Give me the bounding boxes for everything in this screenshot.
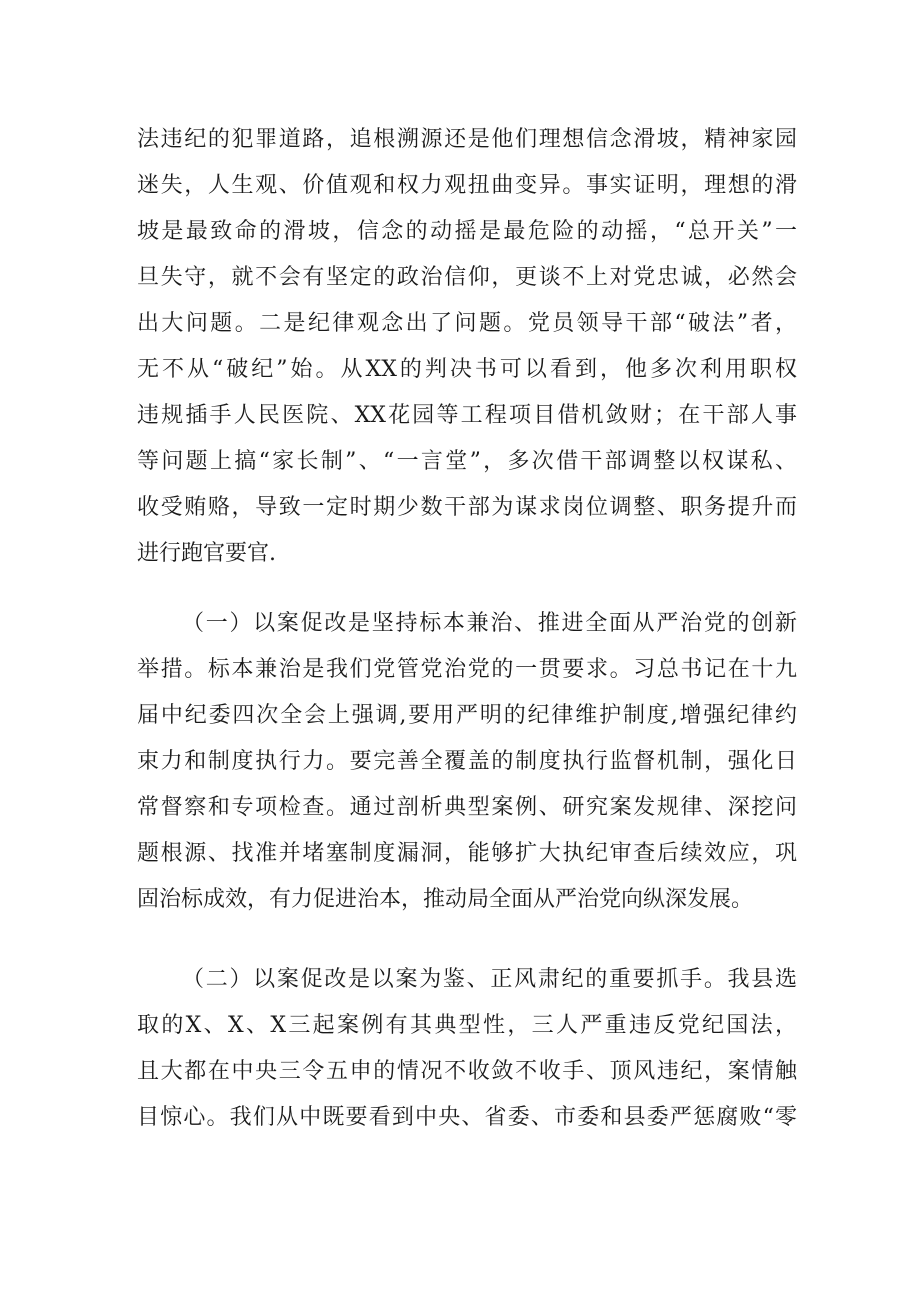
paragraph-1-line-7: 违规插手人民医院、XX花园等工程项目借机敛财；在干部人事 [137, 403, 797, 428]
paragraph-2-line-6: 题根源、找准并堵塞制度漏洞，能够扩大执纪审查后续效应，巩 [137, 841, 797, 866]
paragraph-2-line-1: （一）以案促改是坚持标本兼治、推进全面从严治党的创新 [182, 611, 797, 636]
paragraph-1-line-9: 收受贿赂，导致一定时期少数干部为谋求岗位调整、职务提升而 [137, 495, 797, 520]
paragraph-1-line-2: 迷失，人生观、价值观和权力观扭曲变异。事实证明，理想的滑 [137, 173, 797, 198]
paragraph-3-line-4: 目惊心。我们从中既要看到中央、省委、市委和县委严惩腐败“零 [137, 1105, 797, 1130]
paragraph-3-line-2: 取的X、X、X三起案例有其典型性，三人严重违反党纪国法， [137, 1013, 797, 1038]
paragraph-3-line-1: （二）以案促改是以案为鉴、正风肃纪的重要抓手。我县选 [182, 967, 797, 992]
paragraph-2-line-3: 届中纪委四次全会上强调,要用严明的纪律维护制度,增强纪律约 [137, 703, 797, 728]
paragraph-1-line-3: 坡是最致命的滑坡，信念的动摇是最危险的动摇，“总开关”一 [137, 219, 797, 244]
paragraph-1-line-1: 法违纪的犯罪道路，追根溯源还是他们理想信念滑坡，精神家园 [137, 127, 797, 152]
paragraph-1-line-5: 出大问题。二是纪律观念出了问题。党员领导干部“破法”者， [137, 311, 797, 336]
paragraph-1-line-8: 等问题上搞“家长制”、“一言堂”，多次借干部调整以权谋私、 [137, 449, 797, 474]
paragraph-2-line-4: 束力和制度执行力。要完善全覆盖的制度执行监督机制，强化日 [137, 749, 797, 774]
paragraph-1-line-6: 无不从“破纪”始。从XX的判决书可以看到，他多次利用职权 [137, 357, 797, 382]
paragraph-3-line-3: 且大都在中央三令五申的情况不收敛不收手、顶风违纪，案情触 [137, 1059, 797, 1084]
paragraph-2-line-5: 常督察和专项检查。通过剖析典型案例、研究案发规律、深挖问 [137, 795, 797, 820]
paragraph-1-line-4: 旦失守，就不会有坚定的政治信仰，更谈不上对党忠诚，必然会 [137, 265, 797, 290]
paragraph-2-line-2: 举措。标本兼治是我们党管党治党的一贯要求。习总书记在十九 [137, 657, 797, 682]
paragraph-2-line-7: 固治标成效，有力促进治本，推动局全面从严治党向纵深发展。 [137, 887, 754, 912]
paragraph-1-line-10: 进行跑官要官. [137, 541, 276, 566]
